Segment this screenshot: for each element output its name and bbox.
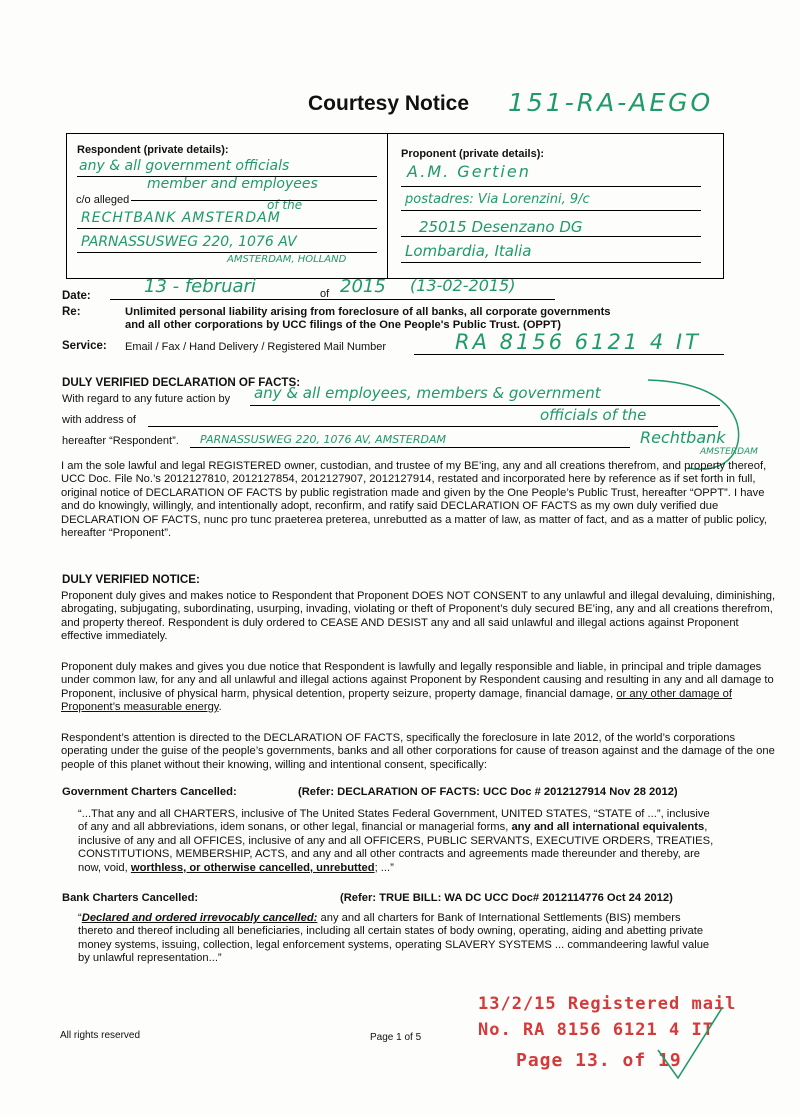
notice-p2-underlined: or any other damage of Proponent’s measurable energy bbox=[61, 687, 733, 714]
address-label: with address of bbox=[62, 414, 136, 426]
footer-rights: All rights reserved bbox=[60, 1030, 141, 1041]
gov-reference: (Refer: DECLARATION OF FACTS: UCC Doc # 2012127914 Nov 28 2012) bbox=[298, 786, 678, 798]
declaration-heading: DULY VERIFIED DECLARATION OF FACTS: bbox=[62, 376, 301, 389]
respondent-line-6: AMSTERDAM, HOLLAND bbox=[227, 254, 347, 265]
service-text: Email / Fax / Hand Delivery / Registered Mail Number bbox=[125, 341, 387, 353]
service-rule bbox=[414, 354, 724, 355]
notice-paragraph-1: Proponent duly gives and makes notice to Respondent that Proponent DOES NOT CONSENT to any unlawful and illegal devaluing, diminishing, abrogating, subjugating, subordinating, usurping, invading, violating or theft of Proponent’s duly secured BE’ing, any and all creations therefrom, and property thereof. Respondent is duly ordered to CEASE AND DESIST any and all said unlawful and illegal actions against Proponent effective immediately. bbox=[61, 590, 776, 643]
date-rule bbox=[110, 299, 555, 300]
proponent-rule-1 bbox=[401, 186, 701, 187]
stamp-line-2: No. RA 8156 6121 4 IT bbox=[478, 1020, 714, 1040]
hereafter-handwritten: PARNASSUSWEG 220, 1076 AV, AMSTERDAM bbox=[200, 433, 446, 446]
address-handwritten: officials of the bbox=[540, 406, 647, 424]
respondent-rule-4 bbox=[77, 252, 377, 253]
service-label: Service: bbox=[62, 340, 107, 352]
proponent-line-2: postadres: Via Lorenzini, 9/c bbox=[405, 192, 590, 207]
proponent-rule-4 bbox=[401, 262, 701, 263]
handwritten-reference: 151-RA-AEGO bbox=[508, 88, 714, 117]
footer-page: Page 1 of 5 bbox=[370, 1032, 422, 1043]
notice-heading: DULY VERIFIED NOTICE: bbox=[62, 573, 200, 586]
respondent-rule-1 bbox=[77, 176, 377, 177]
date-of-label: of bbox=[320, 288, 330, 300]
service-handwritten: RA 8156 6121 4 IT bbox=[455, 330, 701, 354]
date-handwritten: 13 - februari bbox=[144, 276, 256, 297]
proponent-rule-3 bbox=[401, 236, 701, 237]
notice-p2-main: Proponent duly makes and gives you due notice that Respondent is lawfully and legally responsible and liable, in principal and triple damages under common law, for any and all unlawful and illegal actions against Proponent by Respondent causing and resulting in any and all damage to Proponent, inclusive of physical harm, physical detention, property seizure, property damage, financial damage, bbox=[61, 661, 774, 700]
bank-quote-open: “ bbox=[78, 912, 82, 924]
respondent-label: Respondent (private details): bbox=[77, 144, 229, 156]
respondent-line-3: of the bbox=[267, 198, 303, 212]
future-label: With regard to any future action by bbox=[62, 393, 231, 405]
rechtbank-handwritten: Rechtbank bbox=[640, 428, 726, 447]
gov-quote-bold-1: any and all international equivalents bbox=[511, 821, 705, 834]
notice-p2-end: . bbox=[218, 701, 222, 714]
bank-quote-bold: Declared and ordered irrevocably cancelled: bbox=[81, 912, 318, 924]
stamp-checkmark bbox=[650, 1000, 730, 1090]
proponent-rule-2 bbox=[401, 210, 701, 211]
proponent-line-1: A.M. Gertien bbox=[407, 162, 531, 181]
box-divider bbox=[387, 134, 388, 278]
re-label: Re: bbox=[62, 306, 81, 318]
declaration-body: I am the sole lawful and legal REGISTERED owner, custodian, and trustee of my BE’ing, any and all creations therefrom, and property thereof, UCC Doc. File No.’s 2012127810, 2012127854, 2012127907, 2012127914, restated and incorporated here by reference as if set forth in full, original notice of DECLARATION OF FACTS by public registration made and given by the One People’s Public Trust, hereafter “OPPT”. I have and do knowingly, willingly, and intentionally adopt, reconfirm, and ratify said DECLARATION OF FACTS as my own duly verified due DECLARATION OF FACTS, nunc pro tunc praeterea preterea, unrebutted as a matter of law, as matter of fact, and as a matter of public policy, hereafter “Proponent”. bbox=[61, 460, 767, 540]
gov-quote bbox=[78, 808, 718, 875]
proponent-line-4: Lombardia, Italia bbox=[405, 242, 532, 260]
respondent-line-2: member and employees bbox=[147, 176, 318, 192]
date-paren: (13-02-2015) bbox=[410, 276, 516, 295]
proponent-label: Proponent (private details): bbox=[401, 148, 545, 160]
respondent-line-4: RECHTBANK AMSTERDAM bbox=[81, 210, 281, 226]
gov-heading: Government Charters Cancelled: bbox=[62, 786, 237, 798]
notice-paragraph-2 bbox=[61, 661, 776, 715]
bank-reference: (Refer: TRUE BILL: WA DC UCC Doc# 2012114776 Oct 24 2012) bbox=[340, 892, 673, 904]
gov-quote-2: , inclusive of any and all OFFICES, inclusive of any and all OFFICERS, PUBLIC SERVANTS, EXECUTIVE ORDERS, TREATIES, CONSTITUTIONS, MEMBERSHIP, ACTS, and any and all other contracts and agreements made thereunder and thereby, are now, void, bbox=[78, 821, 714, 874]
date-label: Date: bbox=[62, 290, 91, 302]
respondent-line-5: PARNASSUSWEG 220, 1076 AV bbox=[81, 234, 297, 250]
date-year: 2015 bbox=[340, 276, 386, 297]
respondent-rule-3 bbox=[77, 228, 377, 229]
hereafter-label: hereafter “Respondent”. bbox=[62, 435, 179, 447]
bank-heading: Bank Charters Cancelled: bbox=[62, 892, 199, 904]
gov-quote-1: “...That any and all CHARTERS, inclusive of The United States Federal Government, UNITED STATES, “STATE of ...”, inclusive of any and all abbreviations, idem sonans, or other legal, financial or managerial forms, bbox=[78, 808, 710, 834]
respondent-line-1: any & all government officials bbox=[79, 158, 290, 174]
page-title: Courtesy Notice bbox=[308, 92, 470, 115]
details-box bbox=[66, 133, 724, 279]
respondent-co-label: c/o alleged bbox=[76, 194, 130, 206]
hereafter-rule bbox=[190, 447, 630, 448]
re-line-2: and all other corporations by UCC filings of the One People's Public Trust. (OPPT) bbox=[125, 319, 561, 331]
future-handwritten: any & all employees, members & government bbox=[254, 384, 601, 402]
re-line-1: Unlimited personal liability arising from foreclosure of all banks, all corporate governments bbox=[125, 306, 611, 318]
notice-paragraph-3: Respondent’s attention is directed to the DECLARATION OF FACTS, specifically the foreclosure in late 2012, of the world’s corporations operating under the guise of the people’s governments, banks and all other corporations for cause of treason against and the damage of the one people of this planet without their knowing, willing and intentional consent, specifically: bbox=[61, 732, 775, 771]
respondent-rule-2 bbox=[131, 200, 377, 201]
bank-quote bbox=[78, 912, 718, 966]
stamp-line-3: Page 13. of 19 bbox=[516, 1050, 682, 1071]
gov-quote-bold-2: worthless, or otherwise cancelled, unrebutted bbox=[130, 861, 375, 874]
amsterdam-handwritten: AMSTERDAM bbox=[700, 447, 758, 457]
proponent-line-3: 25015 Desenzano DG bbox=[419, 218, 583, 236]
stamp-line-1: 13/2/15 Registered mail bbox=[478, 994, 737, 1014]
gov-quote-3: ; ...” bbox=[374, 861, 394, 874]
bank-quote-rest: any and all charters for Bank of International Settlements (BIS) members thereto and thereof including all beneficiaries, including all certain states of body owning, operating, aiding and abetting private money systems, issuing, collection, legal enforcement systems, operating SLAVERY SYSTEMS ... commandeering lawful value by unlawful representation...” bbox=[78, 912, 710, 965]
